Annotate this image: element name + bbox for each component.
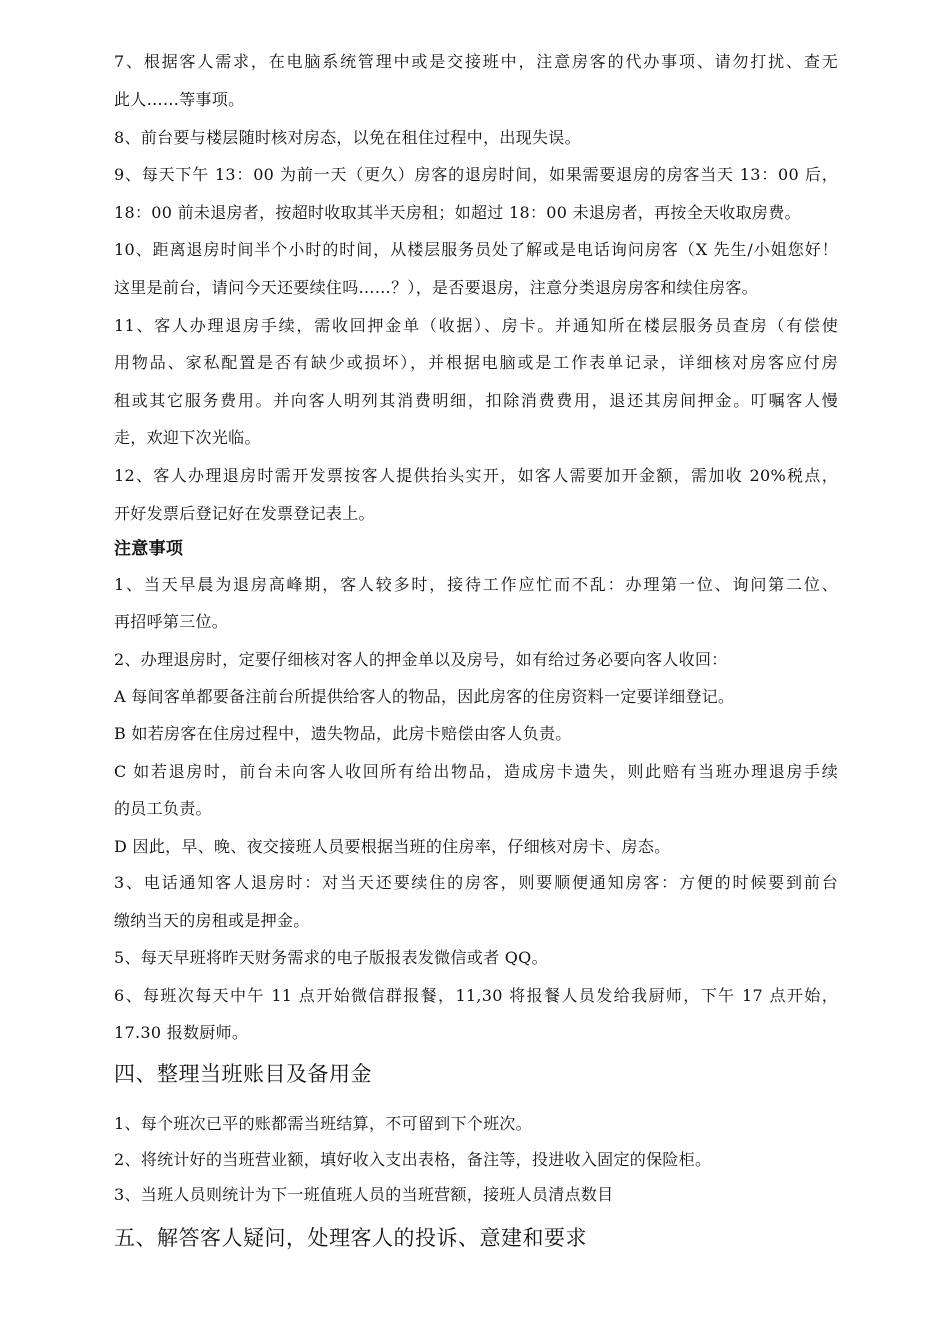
text-line: 1、当天早晨为退房高峰期，客人较多时，接待工作应忙而不乱：办理第一位、询问第二位、 [114,575,838,594]
text-line: 1、每个班次已平的账都需当班结算，不可留到下个班次。 [114,1114,532,1133]
text-line: 12、客人办理退房时需开发票按客人提供抬头实开，如客人需要加开金额，需加收 20%税点， [114,466,838,485]
text-line: 11、客人办理退房手续，需收回押金单（收据）、房卡。并通知所在楼层服务员查房（有偿使 [114,316,838,335]
text-line: 8、前台要与楼层随时核对房态，以免在租住过程中，出现失误。 [114,128,581,147]
text-line: D 因此，早、晚、夜交接班人员要根据当班的住房率，仔细核对房卡、房态。 [114,837,671,856]
text-line: 2、将统计好的当班营业额，填好收入支出表格，备注等，投进收入固定的保险柜。 [114,1150,712,1169]
text-line: 18：00 前未退房者，按超时收取其半天房租；如超过 18：00 未退房者，再按全天收取房费。 [114,203,801,222]
text-line: C 如若退房时，前台未向客人收回所有给出物品，造成房卡遗失，则此赔有当班办理退房手续 [114,762,838,781]
text-line: 这里是前台，请问今天还要续住吗……？），是否要退房，注意分类退房房客和续住房客。 [114,278,759,297]
text-line: A 每间客单都要备注前台所提供给客人的物品，因此房客的住房资料一定要详细登记。 [114,687,735,706]
text-line: 用物品、家私配置是否有缺少或损坏），并根据电脑或是工作表单记录，详细核对房客应付房 [114,353,838,372]
text-line: 9、每天下午 13：00 为前一天（更久）房客的退房时间，如果需要退房的房客当天 13：00 后， [114,165,838,184]
text-line: 此人……等事项。 [114,90,245,109]
text-line: 10、距离退房时间半个小时的时间，从楼层服务员处了解或是电话询问房客（X 先生/小姐您好！ [114,240,838,259]
section-heading: 五、解答客人疑问，处理客人的投诉、意建和要求 [114,1226,587,1250]
text-line: 2、办理退房时，定要仔细核对客人的押金单以及房号，如有给过务必要向客人收回： [114,650,728,669]
text-line: 6、每班次每天中午 11 点开始微信群报餐，11,30 将报餐人员发给我厨师，下午 17 点开始， [114,986,838,1005]
text-line: 17.30 报数厨师。 [114,1023,249,1042]
text-line: 走，欢迎下次光临。 [114,428,261,447]
text-line: 租或其它服务费用。并向客人明列其消费明细，扣除消费费用，退还其房间押金。叮嘱客人慢 [114,391,838,410]
text-line: 再招呼第三位。 [114,612,229,631]
text-line: 开好发票后登记好在发票登记表上。 [114,504,375,523]
text-line: 缴纳当天的房租或是押金。 [114,911,310,930]
text-line: 5、每天早班将昨天财务需求的电子版报表发微信或者 QQ。 [114,948,548,967]
text-line: 3、当班人员则统计为下一班值班人员的当班营额，接班人员清点数目 [114,1185,614,1204]
text-line: 7、根据客人需求，在电脑系统管理中或是交接班中，注意房客的代办事项、请勿打扰、查无 [114,52,838,71]
section-heading: 四、整理当班账目及备用金 [114,1062,372,1086]
text-line: 的员工负责。 [114,799,212,818]
section-subheading: 注意事项 [114,539,184,559]
text-line: 3、电话通知客人退房时：对当天还要续住的房客，则要顺便通知房客：方便的时候要到前台 [114,873,838,892]
text-line: B 如若房客在住房过程中，遗失物品，此房卡赔偿由客人负责。 [114,724,572,743]
